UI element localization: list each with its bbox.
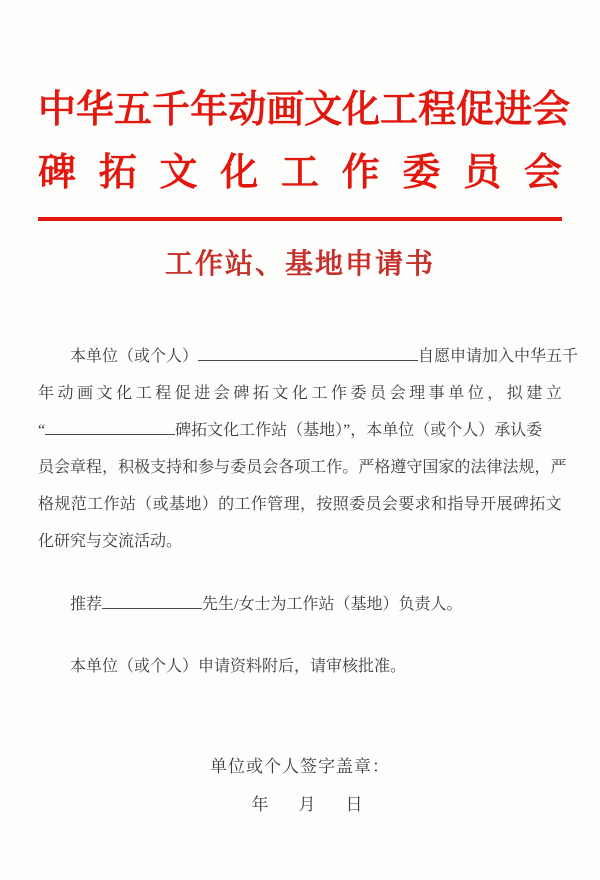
org-name-line1: 中 华 五 千 年 动 画 文 化 工 程 促 进 会 xyxy=(38,89,571,131)
document-body xyxy=(38,338,579,823)
para1-line3 xyxy=(38,412,562,449)
para1-line1-prefix: 本单位（或个人） xyxy=(70,348,199,365)
paragraph-recommendation xyxy=(38,586,562,623)
letterhead xyxy=(38,0,571,221)
paragraph-attachment: 本单位（或个人）申请资料附后，请审核批准。 xyxy=(70,658,407,675)
para2-prefix: 推荐 xyxy=(70,596,103,613)
station-name-blank xyxy=(45,419,175,435)
para1-line3-open-quote: “ xyxy=(38,422,46,439)
date-day-label: 日 xyxy=(345,795,363,814)
para1-line1-suffix: 自愿申请加入中华五千 xyxy=(418,348,579,365)
para1-line4: 员 会 章 程 ， 积 极 支 持 和 参 与 委 员 会 各 项 工 作 。 严 格 遵 守 国 家 的 法 律 法 规 ， 严 xyxy=(38,459,567,476)
paragraph-application xyxy=(38,338,579,560)
responsible-person-blank xyxy=(102,593,202,609)
date-line xyxy=(38,786,562,823)
letterhead-divider-rule xyxy=(38,217,562,221)
applicant-name-blank xyxy=(198,345,418,361)
document-title: 工作站、基地申请书 xyxy=(164,249,435,280)
date-year-label: 年 xyxy=(251,795,269,814)
para1-line2: 年 动 画 文 化 工 程 促 进 会 碑 拓 文 化 工 作 委 员 会 理 事 单 位 ， 拟 建 立 xyxy=(38,385,562,402)
para2-suffix: 先生/女士为工作站（基地）负责人。 xyxy=(202,596,463,613)
date-month-label: 月 xyxy=(298,795,316,814)
para1-line5: 格 规 范 工 作 站 （ 或 基 地 ） 的 工 作 管 理 ， 按 照 委 员 会 要 求 和 指 导 开 展 碑 拓 文 xyxy=(38,496,562,513)
para1-line3-suffix: 碑拓文化工作站（基地）”，本单位（或个人）承认委 xyxy=(175,422,543,439)
para1-line6: 化研究与交流活动。 xyxy=(38,533,183,550)
signature-seal-label: 单位或个人签字盖章： xyxy=(210,757,390,776)
org-name-line2: 碑 拓 文 化 工 作 委 员 会 xyxy=(38,152,562,194)
para1-line1 xyxy=(38,338,579,375)
